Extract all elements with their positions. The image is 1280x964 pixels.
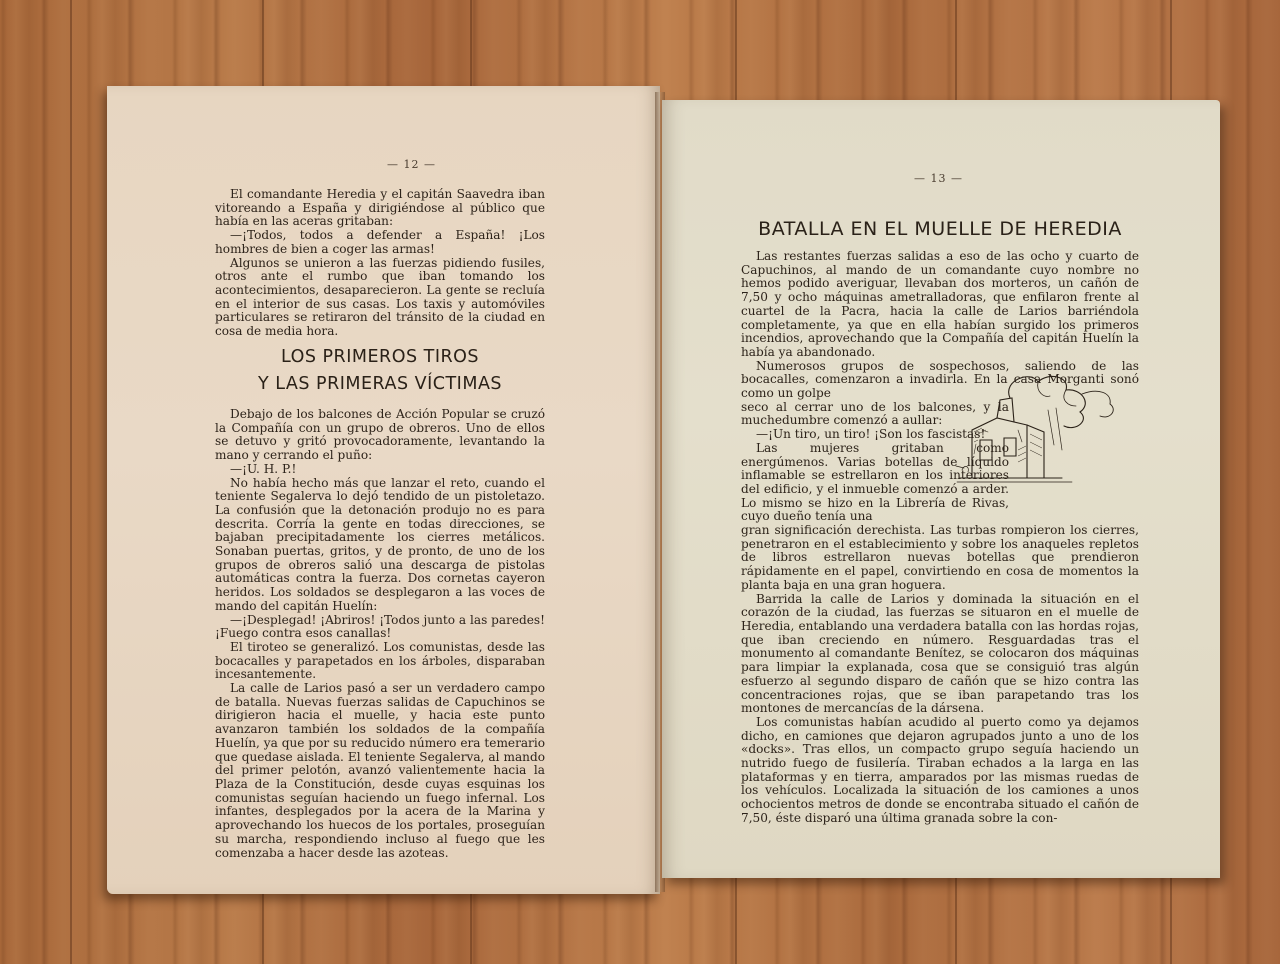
- section-heading: [215, 344, 545, 398]
- paragraph: Los comunistas habían acudido al puerto como ya dejamos dicho, en camiones que dejaron agrupados junto a uno de los «docks». Tras ellos, un compacto grupo seguía haciendo un nutrido fuego de fusilería. Tiraban echados a la larga en las plataformas y en tierra, amparados por las mismas ruedas de los vehículos. Localizada la situación de los camiones a unos ochocientos metros de donde se encontraba situado el cañón de 7,50, éste disparó una última granada sobre la con-: [741, 714, 1139, 825]
- paragraph: El comandante Heredia y el capitán Saavedra iban vitoreando a España y dirigiéndose al público que había en las aceras gritaban:: [215, 187, 545, 229]
- paragraph: Barrida la calle de Larios y dominada la situación en el corazón de la ciudad, las fuerzas se situaron en el muelle de Heredia, entablando una verdadera batalla con las hordas rojas, que iban creciendo en número. Resguardadas tras el monumento al comandante Benítez, se colocaron dos máquinas para limpiar la explanada, cosa que se consiguió tras algún esfuerzo al segundo disparo de cañón que se hizo contra las concentraciones rojas, que se iban parapetando tras los montones de mercancías de la dársena.: [741, 591, 1139, 716]
- opening-text: [215, 188, 545, 339]
- paragraph: —¡Un tiro, un tiro! ¡Son los fascistas!: [756, 427, 986, 442]
- burning-building-illustration: [952, 370, 1122, 488]
- section-text: [741, 250, 1139, 826]
- paragraph: Debajo de los balcones de Acción Popular se cruzó la Compañía con un grupo de obreros. Uno de ellos se detuvo y gritó provocadoramente, levantando la mano y cerrando el puño:: [215, 407, 545, 463]
- heading-line: Y LAS PRIMERAS VÍCTIMAS: [257, 374, 503, 394]
- section-heading: BATALLA EN EL MUELLE DE HEREDIA: [758, 218, 1122, 240]
- paragraph: Numerosos grupos de sospechosos, saliendo de las bocacalles, comenzaron a invadirla. En la casa Morganti sonó como un golpe: [741, 358, 1139, 401]
- page-number: — 12 —: [387, 158, 436, 171]
- paragraph: —¡Todos, todos a defender a España! ¡Los hombres de bien a coger las armas!: [215, 228, 545, 256]
- paragraph: La calle de Larios pasó a ser un verdadero campo de batalla. Nuevas fuerzas salidas de Capuchinos se dirigieron hacia el muelle, y hacia este punto avanzaron también los soldados de la compañía Huelín, ya que por su reducido número era temerario que quedase aislada. El teniente Segalerva, al mando del primer pelotón, avanzó valientemente hacia la Plaza de la Constitución, desde cuyas esquinas los comunistas seguían haciendo un fuego infernal. Los infantes, desplegados por la acera de la Marina y aprovechando los huecos de los portales, proseguían su marcha, respondiendo incluso al fuego que les comenzaba a hacer desde las azoteas.: [215, 681, 545, 860]
- left-page: [107, 86, 660, 894]
- page-number: — 13 —: [914, 172, 963, 185]
- paragraph: —¡U. H. P.!: [230, 461, 297, 476]
- paragraph: El tiroteo se generalizó. Los comunistas, desde las bocacalles y parapetados en los árboles, disparaban incesantemente.: [215, 639, 545, 682]
- paragraph: —¡Desplegad! ¡Abriros! ¡Todos junto a las paredes! ¡Fuego contra esos canallas!: [215, 612, 545, 641]
- wood-seam: [70, 0, 72, 964]
- paragraph: Algunos se unieron a las fuerzas pidiendo fusiles, otros ante el rumbo que iban tomando los acontecimientos, desaparecieron. La gente se recluía en el interior de sus casas. Los taxis y automóviles particulares se retiraron del tránsito de la ciudad en cosa de media hora.: [215, 255, 545, 339]
- paragraph: seco al cerrar uno de los balcones, y la muchedumbre comenzó a aullar:: [741, 399, 1009, 428]
- section-text: [215, 408, 545, 860]
- right-page: [662, 100, 1220, 878]
- paragraph: No había hecho más que lanzar el reto, cuando el teniente Segalerva lo dejó tendido de un pistoletazo. La confusión que la detonación produjo no es para descrita. Corría la gente en todas direcciones, se bajaban precipitadamente los cierres metálicos. Sonaban puertas, gritos, y de pronto, de uno de los grupos de obreros salió una descarga de pistolas automáticas contra la fuerza. Dos cornetas cayeron heridos. Los soldados se desplegaron a las voces de mando del capitán Huelín:: [215, 475, 545, 613]
- paragraph: Las restantes fuerzas salidas a eso de las ocho y cuarto de Capuchinos, al mando de un comandante cuyo nombre no hemos podido averiguar, llevaban dos morteros, un cañón de 7,50 y ocho máquinas ametralladoras, que enfilaron frente al cuartel de la Pacra, hacia la calle de Larios barriéndola completamente, ya que en ella habían surgido los primeros incendios, aprovechando que la Compañía del capitán Huelín la había ya abandonado.: [741, 249, 1139, 359]
- heading-line: LOS PRIMEROS TIROS: [280, 347, 480, 367]
- paragraph: Las mujeres gritaban como energúmenos. Varias botellas de líquido inflamable se estrellaron en los interiores del edificio, y el inmueble comenzó a arder. Lo mismo se hizo en la Librería de Rivas, cuyo dueño tenía una: [741, 440, 1009, 524]
- paragraph: gran significación derechista. Las turbas rompieron los cierres, penetraron en el establecimiento y sobre los anaqueles repletos de libros estrellaron nuevas botellas que prendieron rápidamente en el papel, convirtiendo en cosa de momentos la planta baja en una gran hoguera.: [741, 523, 1139, 592]
